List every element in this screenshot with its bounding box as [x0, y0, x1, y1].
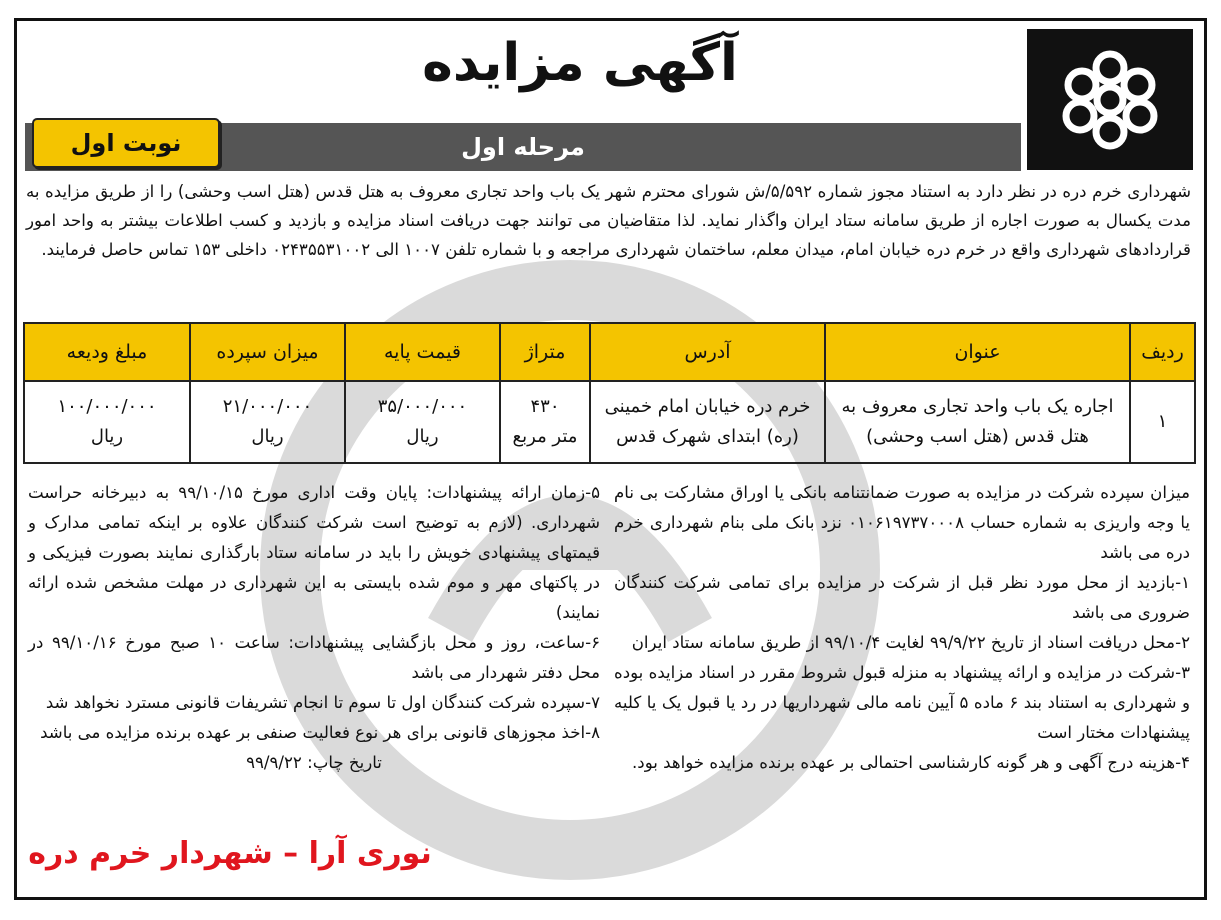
condition-item: ۳-شرکت در مزایده و ارائه پیشنهاد به منزله قبول شروط مقرر در اسناد مزایده بوده و شهرداری به استناد بند ۶ ماده ۵ آیین نامه مالی شهرداریها در رد یا قبول یک یا کلیه پیشنهادات مختار است: [614, 663, 1191, 742]
condition-item: ۶-ساعت، روز و محل بازگشایی پیشنهادات: ساعت ۱۰ صبح مورخ ۹۹/۱۰/۱۶ در محل دفتر شهردار می باشد: [28, 633, 600, 682]
condition-item: ۷-سپرده شرکت کنندگان اول تا سوم تا انجام تشریفات قانونی مسترد نخواهد شد: [45, 693, 600, 712]
cell-area: [500, 381, 590, 463]
deposit-unit: ریال: [251, 426, 284, 447]
stage-label: مرحله اول: [461, 133, 585, 161]
condition-item: ۵-زمان ارائه پیشنهادات: پایان وقت اداری مورخ ۹۹/۱۰/۱۵ به دبیرخانه حراست شهرداری. (لازم به توضیح است شرکت کنندگان علاوه بر اینکه تمامی مدارک و قیمتهای پیشنهادی خویش را باید در سامانه ستاد بارگذاری نمایند بصورت فیزیکی و در پاکتهای مهر و موم شده بایستی به این شهرداری در مهلت مشخص شده ارائه نمایند): [28, 483, 600, 622]
auction-table: [23, 322, 1196, 464]
table-row: [24, 381, 1195, 463]
area-value: ۴۳۰: [530, 396, 560, 417]
notice-title: آگهی مزایده: [422, 33, 738, 93]
header-index: ردیف: [1130, 323, 1195, 381]
header-area: متراژ: [500, 323, 590, 381]
condition-item: ۲-محل دریافت اسناد از تاریخ ۹۹/۹/۲۲ لغایت ۹۹/۱۰/۴ از طریق سامانه ستاد ایران: [631, 633, 1190, 652]
base-price-unit: ریال: [406, 426, 439, 447]
intro-paragraph: شهرداری خرم دره در نظر دارد به استناد مجوز شماره ۵/۵۹۲/ش شورای محترم شهر یک باب واحد تجاری معروف به هتل قدس (هتل اسب وحشی) را از طریق مزایده به مدت یکسال به صورت اجاره از طریق سامانه ستاد ایران واگذار نماید. لذا متقاضیان می توانند جهت دریافت اسناد مزایده و بازدید و کسب اطلاعات بیشتر به واحد امور قراردادهای شهرداری واقع در خرم دره خیابان امام، میدان معلم، ساختمان شهرداری مراجعه و با شماره تلفن ۱۰۰۷ الی ۰۲۴۳۵۵۳۱۰۰۲ داخلی ۱۵۳ تماس حاصل فرمایند.: [26, 182, 1191, 259]
condition-item: میزان سپرده شرکت در مزایده به صورت ضمانتنامه بانکی یا اوراق مشارکت بی نام یا وجه واریزی به شماره حساب ۰۱۰۶۱۹۷۳۷۰۰۰۸ نزد بانک ملی بنام شهرداری خرم دره می باشد: [614, 483, 1190, 562]
cell-index: ۱: [1130, 381, 1195, 463]
header-base-price: قیمت پایه: [345, 323, 500, 381]
base-price-value: ۳۵/۰۰۰/۰۰۰: [377, 396, 468, 417]
guarantee-value: ۱۰۰/۰۰۰/۰۰۰: [57, 396, 157, 417]
cell-deposit: [190, 381, 345, 463]
cell-guarantee: [24, 381, 190, 463]
conditions-right: [614, 478, 1190, 778]
cell-title: اجاره یک باب واحد تجاری معروف به هتل قدس (هتل اسب وحشی): [825, 381, 1130, 463]
header-deposit: میزان سپرده: [190, 323, 345, 381]
municipality-flower-logo-icon: [1050, 40, 1170, 160]
condition-item: ۸-اخذ مجوزهای قانونی برای هر نوع فعالیت صنفی بر عهده برنده مزایده می باشد: [40, 723, 600, 742]
cell-address: خرم دره خیابان امام خمینی (ره) ابتدای شهرک قدس: [590, 381, 825, 463]
municipality-logo: [1027, 29, 1193, 170]
header-guarantee: مبلغ ودیعه: [24, 323, 190, 381]
guarantee-unit: ریال: [90, 426, 124, 447]
condition-item: ۱-بازدید از محل مورد نظر قبل از شرکت در مزایده برای تمامی شرکت کنندگان ضروری می باشد: [614, 573, 1190, 622]
mayor-signature: نوری آرا – شهردار خرم دره: [28, 836, 432, 871]
table-header-row: [24, 323, 1195, 381]
area-unit: متر مربع: [512, 426, 578, 447]
header-address: آدرس: [590, 323, 825, 381]
print-date: تاریخ چاپ: ۹۹/۹/۲۲: [246, 753, 382, 772]
cell-base-price: [345, 381, 500, 463]
turn-label: نوبت اول: [70, 129, 182, 157]
deposit-value: ۲۱/۰۰۰/۰۰۰: [222, 396, 313, 417]
turn-badge: [32, 118, 220, 168]
condition-item: ۴-هزینه درج آگهی و هر گونه کارشناسی احتمالی بر عهده برنده مزایده خواهد بود.: [632, 753, 1190, 772]
conditions-left: [28, 478, 600, 778]
header-title: عنوان: [825, 323, 1130, 381]
